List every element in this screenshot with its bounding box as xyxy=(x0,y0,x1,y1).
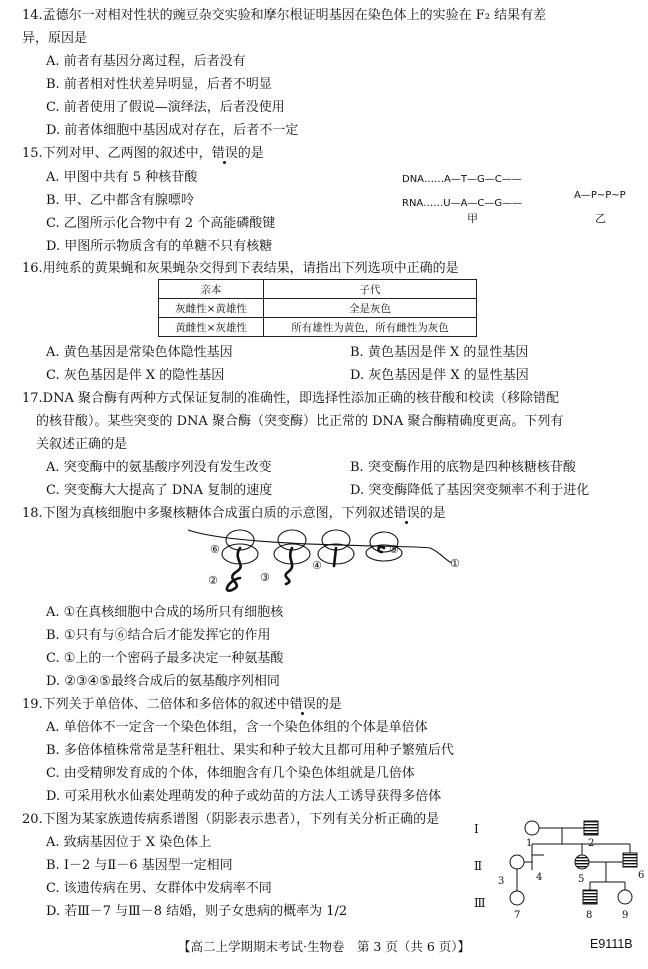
q18-option-c: C. ①上的一个密码子最多决定一种氨基酸 xyxy=(46,651,284,666)
q15-option-b: B. 甲、乙中都含有腺嘌呤 xyxy=(46,193,194,208)
q17-option-b: B. 突变酶作用的底物是四种核糖核苷酸 xyxy=(350,460,576,475)
q18-option-b: B. ①只有与⑥结合后才能发挥它的作用 xyxy=(46,628,271,643)
q16-option-c: C. 灰色基因是伴 X 的隐性基因 xyxy=(46,368,225,383)
table-header-cell: 子代 xyxy=(264,280,477,299)
pedigree-id-4: 4 xyxy=(536,872,543,883)
table-cell: 黄雌性×灰雄性 xyxy=(159,318,264,337)
q14-option-d: D. 前者体细胞中基因成对存在，后者不一定 xyxy=(46,123,299,138)
q19-option-c: C. 由受精卵发育成的个体，体细胞含有几个染色体组就是几倍体 xyxy=(46,766,415,781)
table-header-cell: 亲本 xyxy=(159,280,264,299)
q18-option-a: A. ①在真核细胞中合成的场所只有细胞核 xyxy=(46,605,284,620)
q14-stem-line1: 14.孟德尔一对相对性状的豌豆杂交实验和摩尔根证明基因在染色体上的实验在 F₂ 结果有差 xyxy=(22,8,547,23)
pedigree-id-6: 6 xyxy=(638,870,645,881)
q20-stem: 20.下图为某家族遗传病系谱图（阴影表示患者），下列有关分析正确的是 xyxy=(22,812,440,827)
pedigree-id-5: 5 xyxy=(578,874,585,885)
paper-code: E9111B xyxy=(590,937,633,951)
polypeptide-chain xyxy=(378,547,384,552)
q15-option-a: A. 甲图中共有 5 种核苷酸 xyxy=(46,170,198,185)
pedigree-id-2: 2 xyxy=(588,838,595,849)
pedigree-id-9: 9 xyxy=(622,910,629,921)
q15-rna-strand: RNA……U—A—C—G—— xyxy=(402,198,523,209)
female-1 xyxy=(525,821,539,835)
q14-option-c: C. 前者使用了假说—演绎法，后者没使用 xyxy=(46,100,285,115)
q15-stem-post: 的是 xyxy=(237,146,264,161)
polypeptide-chain xyxy=(227,548,241,591)
q19-stem-post: 的是 xyxy=(315,697,342,712)
q20-option-a: A. 致病基因位于 X 染色体上 xyxy=(46,835,212,850)
polypeptide-chain xyxy=(286,548,292,584)
q17-option-c: C. 突变酶大大提高了 DNA 复制的速度 xyxy=(46,483,273,498)
q14-option-b: B. 前者相对性状差异明显，后者不明显 xyxy=(46,77,272,92)
pedigree-id-7: 7 xyxy=(514,910,521,921)
pedigree-id-1: 1 xyxy=(526,838,533,849)
generation-label-3: Ⅲ xyxy=(474,896,486,910)
q16-option-d: D. 灰色基因是伴 X 的显性基因 xyxy=(350,368,529,383)
label-2: ② xyxy=(208,574,218,587)
q18-option-d: D. ②③④⑤最终合成后的氨基酸序列相同 xyxy=(46,674,280,689)
female-5-affected xyxy=(575,855,589,869)
q14-stem-line2: 异，原因是 xyxy=(22,31,88,46)
table-cell: 全是灰色 xyxy=(264,299,477,318)
female-7 xyxy=(510,891,524,905)
q16-option-b: B. 黄色基因是伴 X 的显性基因 xyxy=(350,345,529,360)
female-3 xyxy=(510,855,524,869)
label-3: ③ xyxy=(260,571,270,584)
q19-stem xyxy=(22,695,342,715)
q19-stem-emphasis: 错误 xyxy=(289,697,316,712)
q17-option-a: A. 突变酶中的氨基酸序列没有发生改变 xyxy=(46,460,272,475)
q19-stem-pre: 19.下列关于单倍体、二倍体和多倍体的叙述中 xyxy=(22,697,290,712)
q20-option-b: B. Ⅰ－2 与Ⅱ－6 基因型一定相同 xyxy=(46,858,233,873)
q14-option-a: A. 前者有基因分离过程，后者没有 xyxy=(46,54,246,69)
table-cell: 灰雌性×黄雄性 xyxy=(159,299,264,318)
pedigree-id-8: 8 xyxy=(586,910,593,921)
male-8-affected xyxy=(583,890,597,904)
q15-option-d: D. 甲图所示物质含有的单糖不只有核糖 xyxy=(46,239,273,254)
q15-atp-structure: A—P~P~P xyxy=(574,190,626,201)
female-9 xyxy=(618,890,632,904)
q17-stem-line3: 关叙述正确的是 xyxy=(36,437,128,452)
table-cell: 所有雄性为黄色，所有雌性为灰色 xyxy=(264,318,477,337)
q17-option-d: D. 突变酶降低了基因突变频率不利于进化 xyxy=(350,483,590,498)
q20-option-c: C. 该遗传病在男、女群体中发病率不同 xyxy=(46,881,272,896)
page-footer: 【高二上学期期末考试·生物卷 第 3 页（共 6 页）】 xyxy=(177,939,471,954)
q18-stem-emphasis: 错误 xyxy=(393,506,420,521)
q15-option-c: C. 乙图所示化合物中有 2 个高能磷酸键 xyxy=(46,216,276,231)
q19-option-b: B. 多倍体植株常常是茎秆粗壮、果实和种子较大且都可用种子繁殖后代 xyxy=(46,743,454,758)
q19-option-d: D. 可采用秋水仙素处理萌发的种子或幼苗的方法人工诱导获得多倍体 xyxy=(46,789,442,804)
q18-stem-post: 的是 xyxy=(419,506,446,521)
q15-label-jia: 甲 xyxy=(467,212,478,225)
q15-label-yi: 乙 xyxy=(595,212,606,225)
q19-option-a: A. 单倍体不一定含一个染色体组，含一个染色体组的个体是单倍体 xyxy=(46,720,428,735)
q16-option-a: A. 黄色基因是常染色体隐性基因 xyxy=(46,345,233,360)
label-5: ⑤ xyxy=(389,543,399,556)
q15-stem-emphasis: 错误 xyxy=(211,146,238,161)
generation-label-2: Ⅱ xyxy=(474,859,483,873)
q17-stem-line1: 17.DNA 聚合酶有两种方式保证复制的准确性，即选择性添加正确的核苷酸和校读（移除错配 xyxy=(22,391,559,406)
pedigree-id-3: 3 xyxy=(498,876,505,887)
q20-pedigree-chart xyxy=(462,812,645,922)
q18-stem-pre: 18.下图为真核细胞中多聚核糖体合成蛋白质的示意图，下列叙述 xyxy=(22,506,394,521)
q20-option-d: D. 若Ⅲ－7 与Ⅲ－8 结婚，则子女患病的概率为 1/2 xyxy=(46,904,348,919)
label-4: ④ xyxy=(312,559,322,572)
q16-stem: 16.用纯系的黄果蝇和灰果蝇杂交得到下表结果，请指出下列选项中正确的是 xyxy=(22,261,459,276)
q15-stem-pre: 15.下列对甲、乙两图的叙述中， xyxy=(22,146,212,161)
male-2-affected xyxy=(584,821,598,835)
q17-stem-line2: 的核苷酸）。某些突变的 DNA 聚合酶（突变酶）比正常的 DNA 聚合酶精确度更高。下列有 xyxy=(36,414,564,429)
generation-label-1: Ⅰ xyxy=(474,822,479,836)
polypeptide-chain xyxy=(334,548,336,566)
label-1: ① xyxy=(450,557,460,570)
q15-dna-strand: DNA……A—T—G—C—— xyxy=(402,174,522,185)
label-6: ⑥ xyxy=(210,543,220,556)
male-6-affected xyxy=(623,853,637,867)
